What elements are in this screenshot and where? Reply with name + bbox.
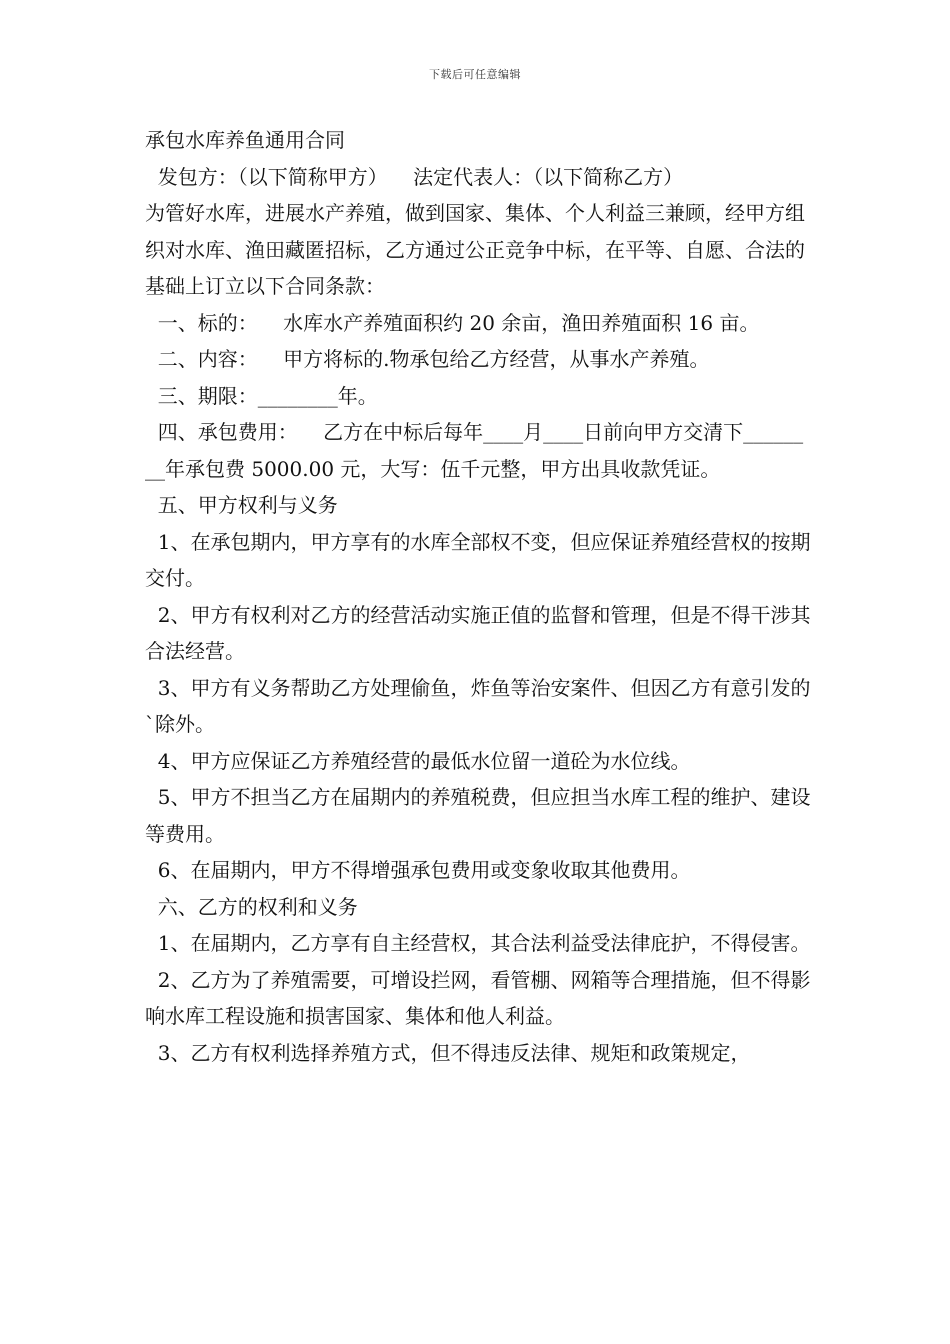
- document-title: 承包水库养鱼通用合同: [145, 128, 345, 152]
- paragraph-clause-5-heading: 五、甲方权利与义务: [145, 493, 338, 517]
- paragraph-clause-5-item-2: 2、甲方有权利对乙方的经营活动实施正值的监督和管理，但是不得干涉其合法经营。: [145, 602, 811, 663]
- paragraph-clause-2-content: 二、内容： 甲方将标的.物承包给乙方经营，从事水产养殖。: [145, 347, 710, 371]
- paragraph-clause-1-subject: 一、标的： 水库水产养殖面积约 20 余亩，渔田养殖面积 16 亩。: [145, 310, 760, 335]
- paragraph-clause-6-item-3: 3、乙方有权利选择养殖方式，但不得违反法律、规矩和政策规定，: [145, 1040, 751, 1065]
- paragraph-clause-3-term: 三、期限：________年。: [145, 383, 378, 408]
- paragraph-clause-4-fee: 四、承包费用： 乙方在中标后每年____月____日前向甲方交清下________年承包费 5000.00 元，大写：伍千元整，甲方出具收款凭证。: [145, 420, 804, 481]
- document-body: [145, 122, 813, 1071]
- paragraph-clause-5-item-5: 5、甲方不担当乙方在届期内的养殖税费，但应担当水库工程的维护、建设等费用。: [145, 785, 811, 846]
- paragraph-parties: 发包方：（以下简称甲方） 法定代表人：（以下简称乙方）: [145, 164, 684, 189]
- paragraph-clause-5-item-3: 3、甲方有义务帮助乙方处理偷鱼，炸鱼等治安案件、但因乙方有意引发的`除外。: [145, 675, 811, 736]
- paragraph-clause-5-item-4: 4、甲方应保证乙方养殖经营的最低水位留一道砼为水位线。: [145, 748, 691, 773]
- paragraph-clause-5-item-6: 6、在届期内，甲方不得增强承包费用或变象收取其他费用。: [145, 858, 691, 882]
- page-header-note: 下载后可任意编辑: [429, 68, 521, 81]
- paragraph-clause-6-heading: 六、乙方的权利和义务: [145, 894, 358, 919]
- paragraph-clause-6-item-2: 2、乙方为了养殖需要，可增设拦网，看管棚、网箱等合理措施，但不得影响水库工程设施和损害国家、集体和他人利益。: [145, 967, 811, 1028]
- paragraph-clause-5-item-1: 1、在承包期内，甲方享有的水库全部权不变，但应保证养殖经营权的按期交付。: [145, 529, 811, 590]
- paragraph-clause-6-item-1: 1、在届期内，乙方享有自主经营权，其合法利益受法律庇护，不得侵害。: [145, 931, 811, 955]
- paragraph-preamble: 为管好水库，进展水产养殖，做到国家、集体、个人利益三兼顾，经甲方组织对水库、渔田藏匿招标，乙方通过公正竞争中标，在平等、自愿、合法的基础上订立以下合同条款：: [145, 201, 805, 298]
